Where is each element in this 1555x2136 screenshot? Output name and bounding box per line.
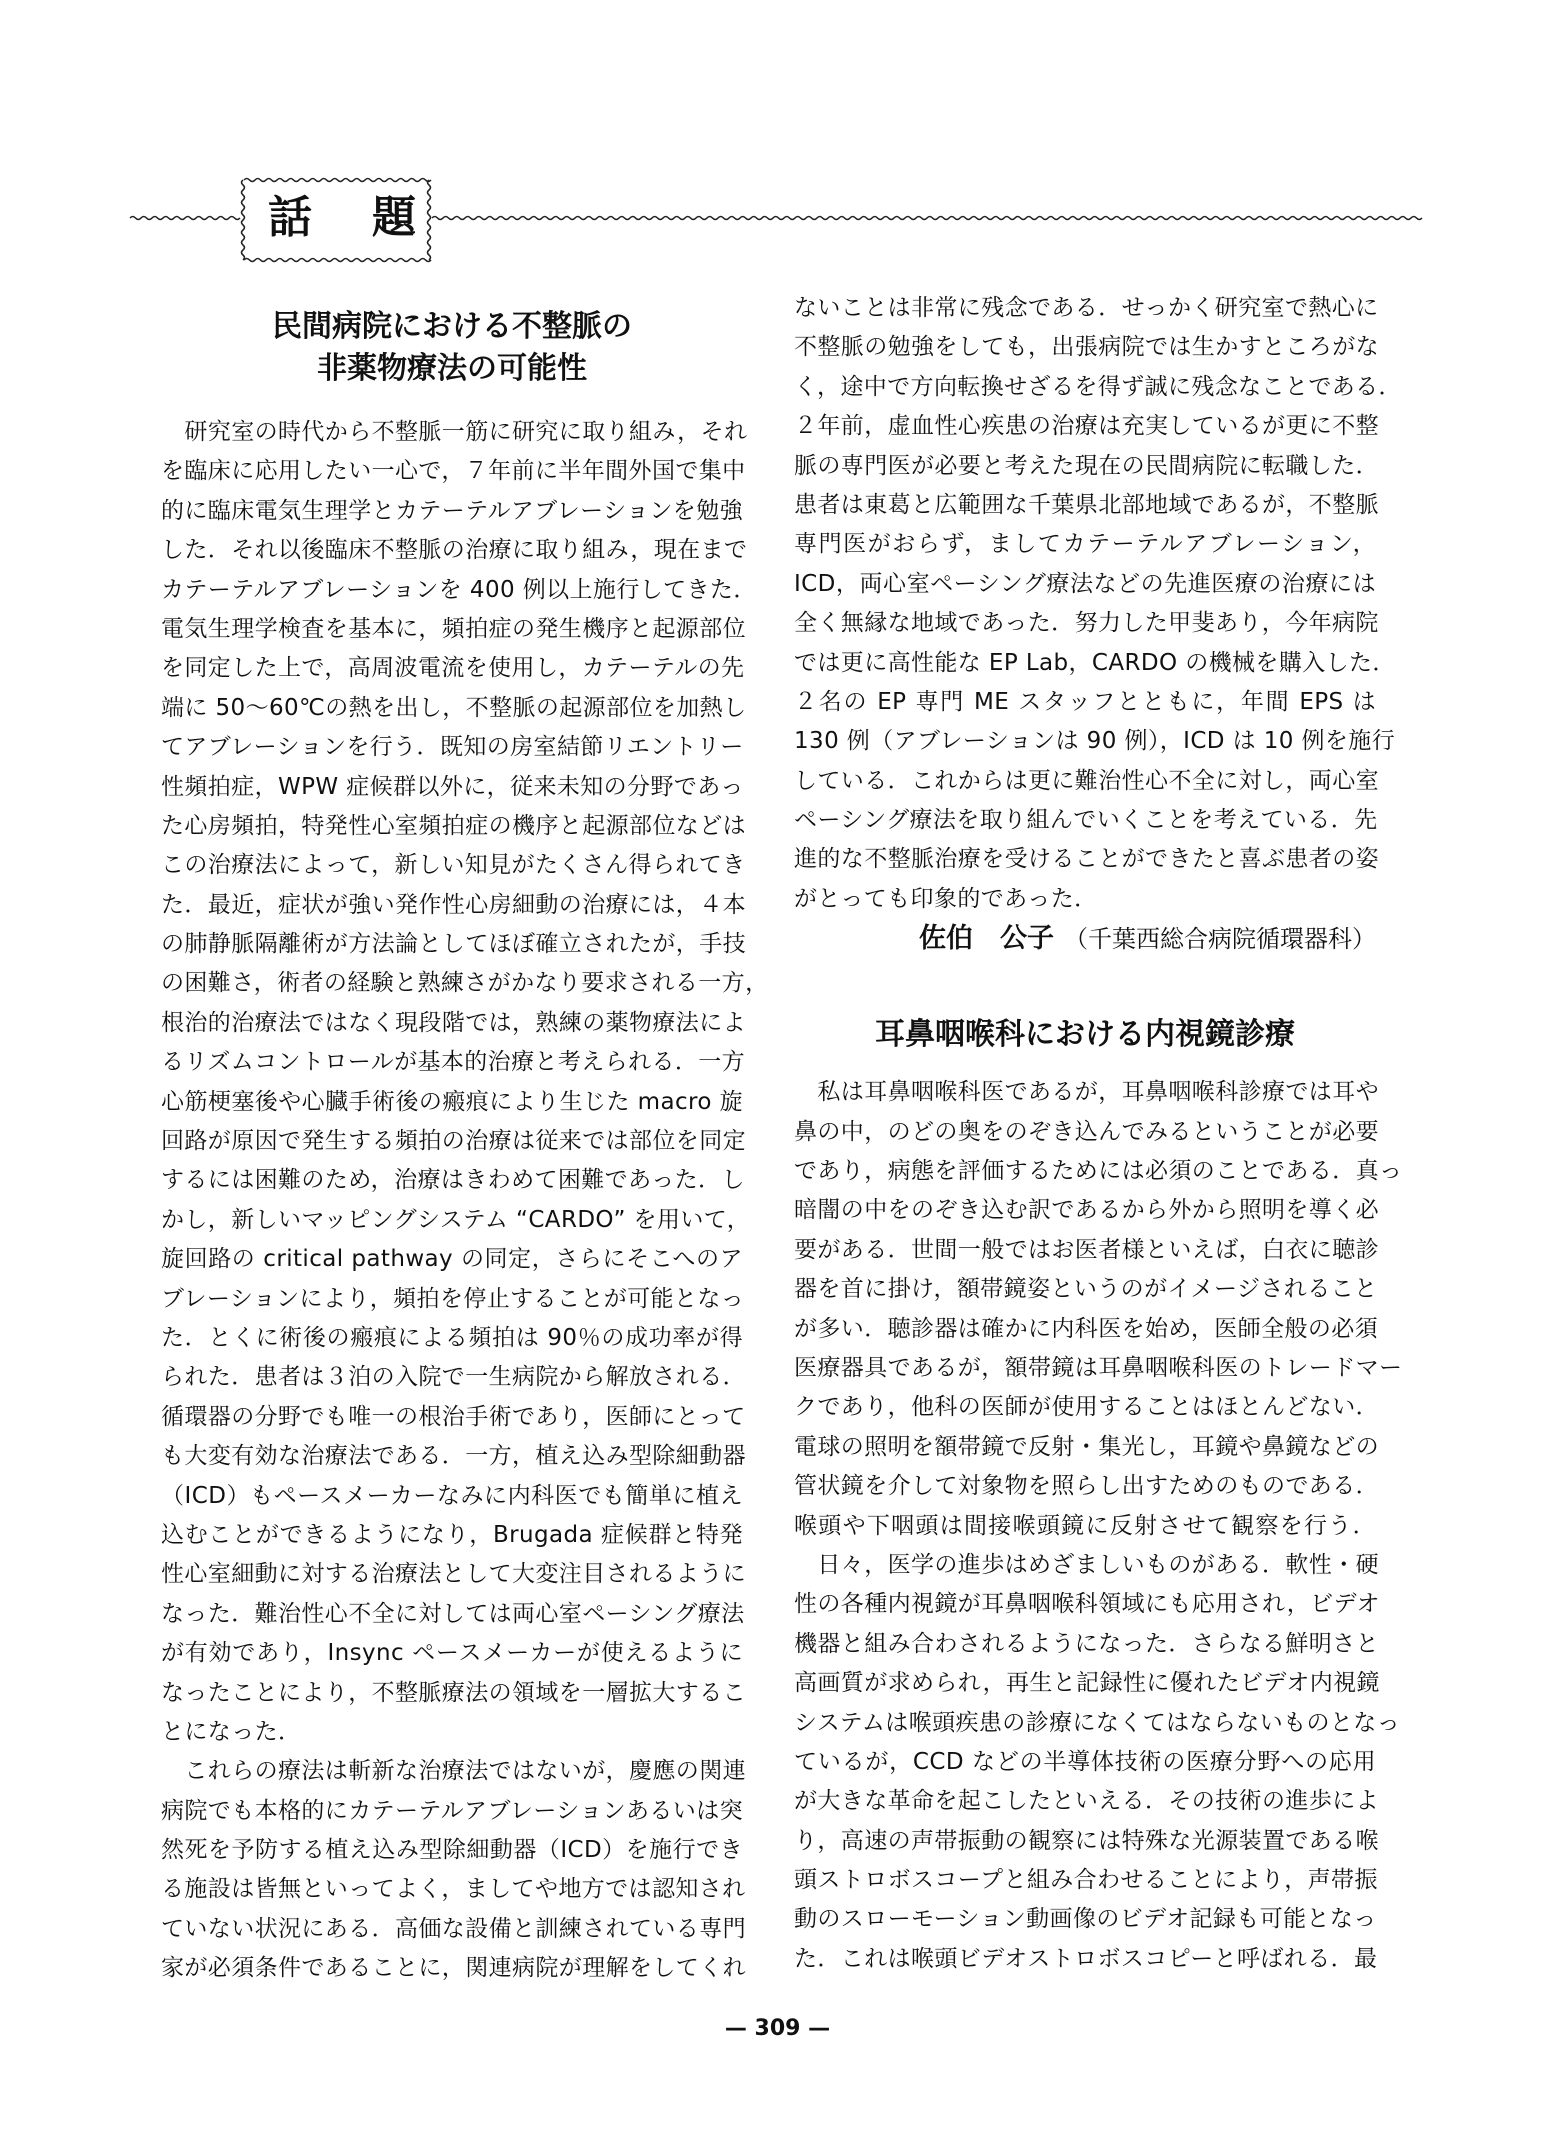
text-line: てアブレーションを行う．既知の房室結節リエントリー [161, 734, 744, 761]
text-line: が多い．聴診器は確かに内科医を始め，医師全般の必須 [794, 1315, 1379, 1342]
wavy-rule [244, 179, 431, 182]
text-line: であり，病態を評価するためには必須のことである．真っ [794, 1158, 1403, 1185]
text-line: 暗闇の中をのぞき込む訳であるから外から照明を導く必 [794, 1197, 1379, 1224]
author-name: 佐伯 公子 [919, 923, 1054, 955]
text-line: るリズムコントロールが基本的治療と考えられる．一方 [161, 1049, 746, 1076]
text-line: カテーテルアブレーションを 400 例以上施行してきた． [161, 576, 757, 603]
text-line: クであり，他科の医師が使用することはほとんどない． [794, 1394, 1379, 1421]
article1-body-continued [794, 289, 1402, 919]
text-line: の困難さ，術者の経験と熟練さがかなり要求される一方， [161, 970, 769, 997]
left-column [161, 306, 769, 1989]
text-line: システムは喉頭疾患の診療になくてはならないものとなっ [794, 1709, 1401, 1736]
wavy-rule [130, 217, 240, 220]
text-line: を臨床に応用したい一心で，７年前に半年間外国で集中 [161, 458, 746, 485]
text-line: 進的な不整脈治療を受けることができたと喜ぶ患者の姿 [794, 846, 1379, 873]
text-line: 喉頭や下咽頭は間接喉頭鏡に反射させて観察を行う． [794, 1512, 1376, 1539]
text-line: ２年前，虚血性心疾患の治療は充実しているが更に不整 [794, 413, 1379, 440]
text-line: た．これは喉頭ビデオストロボスコピーと呼ばれる．最 [794, 1945, 1378, 1972]
text-line: 性心室細動に対する治療法として大変注目されるように [161, 1561, 746, 1588]
article1-title-line: 非薬物療法の可能性 [317, 351, 587, 386]
paragraph [794, 1546, 1401, 1979]
text-line: を同定した上で，高周波電流を使用し，カテーテルの先 [161, 655, 745, 682]
text-line: した．それ以後臨床不整脈の治療に取り組み，現在まで [161, 537, 748, 564]
text-line: た．とくに術後の瘢痕による頻拍は 90％の成功率が得 [161, 1324, 743, 1351]
text-line: り，高速の声帯振動の観察には特殊な光源装置である喉 [794, 1827, 1379, 1854]
text-line: く，途中で方向転換せざるを得ず誠に残念なことである． [794, 373, 1402, 400]
author-affiliation: （千葉西総合病院循環器科） [1064, 925, 1376, 954]
text-line: 心筋梗塞後や心臓手術後の瘢痕により生じた macro 旋 [161, 1088, 743, 1115]
text-line: 性の各種内視鏡が耳鼻咽喉科領域にも応用され，ビデオ [794, 1591, 1380, 1618]
article2-title: 耳鼻咽喉科における内視鏡診療 [875, 1017, 1295, 1053]
section-header-char-2: 題 [372, 192, 416, 243]
text-line: 病院でも本格的にカテーテルアブレーションあるいは突 [161, 1797, 744, 1824]
text-line: 動のスローモーション動画像のビデオ記録も可能となっ [794, 1906, 1377, 1933]
section-header-wave-ornament [0, 0, 1555, 300]
text-line: 鼻の中，のどの奥をのぞき込んでみるということが必要 [794, 1118, 1379, 1145]
text-line: 私は耳鼻咽喉科医であるが，耳鼻咽喉科診療では耳や [794, 1079, 1379, 1106]
text-line: 端に 50～60℃の熱を出し，不整脈の起源部位を加熱し [161, 694, 747, 721]
text-line: ているが，CCD などの半導体技術の医療分野への応用 [794, 1748, 1376, 1775]
text-line: 頭ストロボスコープと組み合わせることにより，声帯振 [794, 1867, 1378, 1894]
text-line: とになった． [161, 1718, 302, 1745]
text-line: なったことにより，不整脈療法の領域を一層拡大するこ [161, 1679, 746, 1706]
text-line: 込むことができるようになり，Brugada 症候群と特発 [161, 1521, 743, 1548]
text-line: （ICD）もペースメーカーなみに内科医でも簡単に植え [161, 1482, 743, 1509]
page-number: — 309 — [724, 2016, 831, 2041]
text-line: た心房頻拍，特発性心室頻拍症の機序と起源部位などは [161, 812, 746, 839]
text-line: 家が必須条件であることに，関連病院が理解をしてくれ [161, 1955, 746, 1982]
text-line: がとっても印象的であった． [794, 885, 1098, 912]
right-column [794, 289, 1403, 1979]
wavy-rule [432, 217, 1422, 220]
article1-author [794, 919, 1376, 959]
text-line: 的に臨床電気生理学とカテーテルアブレーションを勉強 [161, 497, 744, 524]
text-line: 日々，医学の進歩はめざましいものがある．軟性・硬 [794, 1551, 1379, 1578]
text-line: た．最近，症状が強い発作性心房細動の治療には，４本 [161, 891, 746, 918]
text-line: 130 例（アブレーションは 90 例），ICD は 10 例を施行 [794, 728, 1396, 755]
paragraph [794, 289, 1402, 919]
text-line: る施設は皆無といってよく，ましてや地方では認知され [161, 1876, 746, 1903]
text-line: ICD，両心室ペーシング療法などの先進医療の治療には [794, 570, 1376, 597]
article1-title-line: 民間病院における不整脈の [272, 309, 632, 344]
text-line: 脈の専門医が必要と考えた現在の民間病院に転職した． [794, 452, 1379, 479]
text-line: 全く無縁な地域であった．努力した甲斐あり，今年病院 [794, 610, 1379, 637]
paragraph [161, 413, 769, 1752]
text-line: では更に高性能な EP Lab，CARDO の機械を購入した． [794, 649, 1396, 676]
text-line: なった．難治性心不全に対しては両心室ペーシング療法 [161, 1600, 745, 1627]
text-line: 不整脈の勉強をしても，出張病院では生かすところがな [794, 334, 1379, 361]
text-line: 高画質が求められ，再生と記録性に優れたビデオ内視鏡 [794, 1670, 1380, 1697]
text-line: 要がある．世間一般ではお医者様といえば，白衣に聴診 [794, 1236, 1379, 1263]
text-line: 然死を予防する植え込み型除細動器（ICD）を施行でき [161, 1837, 743, 1864]
text-line: 循環器の分野でも唯一の根治手術であり，医師にとって [161, 1403, 746, 1430]
text-line: 電球の照明を額帯鏡で反射・集光し，耳鏡や鼻鏡などの [794, 1433, 1379, 1460]
text-line: が有効であり，Insync ペースメーカーが使えるように [161, 1640, 743, 1667]
text-line: 医療器具であるが，額帯鏡は耳鼻咽喉科医のトレードマー [794, 1354, 1403, 1381]
wavy-rule [244, 259, 431, 262]
article1-title [161, 306, 743, 390]
text-line: するには困難のため，治療はきわめて困難であった．し [161, 1167, 745, 1194]
section-header-char-1: 話 [268, 192, 312, 243]
text-line: も大変有効な治療法である．一方，植え込み型除細動器 [161, 1443, 746, 1470]
article2-body [794, 1073, 1403, 1979]
paragraph [794, 1073, 1403, 1546]
text-line: かし，新しいマッピングシステム “CARDO” を用いて， [161, 1206, 751, 1233]
text-line: が大きな革命を起こしたといえる．その技術の進歩によ [794, 1788, 1379, 1815]
text-line: ブレーションにより，頻拍を停止することが可能となっ [161, 1285, 745, 1312]
text-line: ていない状況にある．高価な設備と訓練されている専門 [161, 1915, 746, 1942]
paragraph [161, 1752, 746, 1988]
text-line: 管状鏡を介して対象物を照らし出すためのものである． [794, 1473, 1379, 1500]
text-line: 研究室の時代から不整脈一筋に研究に取り組み，それ [161, 419, 748, 445]
text-line: 回路が原因で発生する頻拍の治療は従来では部位を同定 [161, 1128, 746, 1155]
text-line: 性頻拍症，WPW 症候群以外に，従来未知の分野であっ [161, 773, 744, 800]
text-line: 専門医がおらず，ましてカテーテルアブレーション， [794, 531, 1376, 558]
text-line: ペーシング療法を取り組んでいくことを考えている．先 [794, 807, 1378, 834]
article1-body [161, 413, 769, 1989]
text-line: この治療法によって，新しい知見がたくさん得られてき [161, 852, 746, 879]
text-line: 患者は東葛と広範囲な千葉県北部地域であるが，不整脈 [794, 491, 1379, 518]
text-line: 機器と組み合わされるようになった．さらなる鮮明さと [794, 1630, 1379, 1657]
text-line: られた．患者は３泊の入院で一生病院から解放される． [161, 1364, 746, 1391]
text-line: している．これからは更に難治性心不全に対し，両心室 [794, 767, 1379, 794]
wavy-rule [428, 180, 431, 260]
text-line: の肺静脈隔離術が方法論としてほぼ確立されたが，手技 [161, 931, 746, 958]
text-line: ないことは非常に残念である．せっかく研究室で熱心に [794, 295, 1379, 321]
text-line: これらの療法は斬新な治療法ではないが，慶應の関連 [161, 1758, 746, 1785]
text-line: 電気生理学検査を基本に，頻拍症の発生機序と起源部位 [161, 615, 746, 642]
text-line: 旋回路の critical pathway の同定，さらにそこへのア [161, 1246, 743, 1273]
text-line: ２名の EP 専門 ME スタッフとともに，年間 EPS は [794, 688, 1376, 715]
wavy-rule [242, 180, 245, 260]
text-line: 根治的治療法ではなく現段階では，熟練の薬物療法によ [161, 1009, 746, 1036]
text-line: 器を首に掛け，額帯鏡姿というのがイメージされること [794, 1276, 1378, 1303]
